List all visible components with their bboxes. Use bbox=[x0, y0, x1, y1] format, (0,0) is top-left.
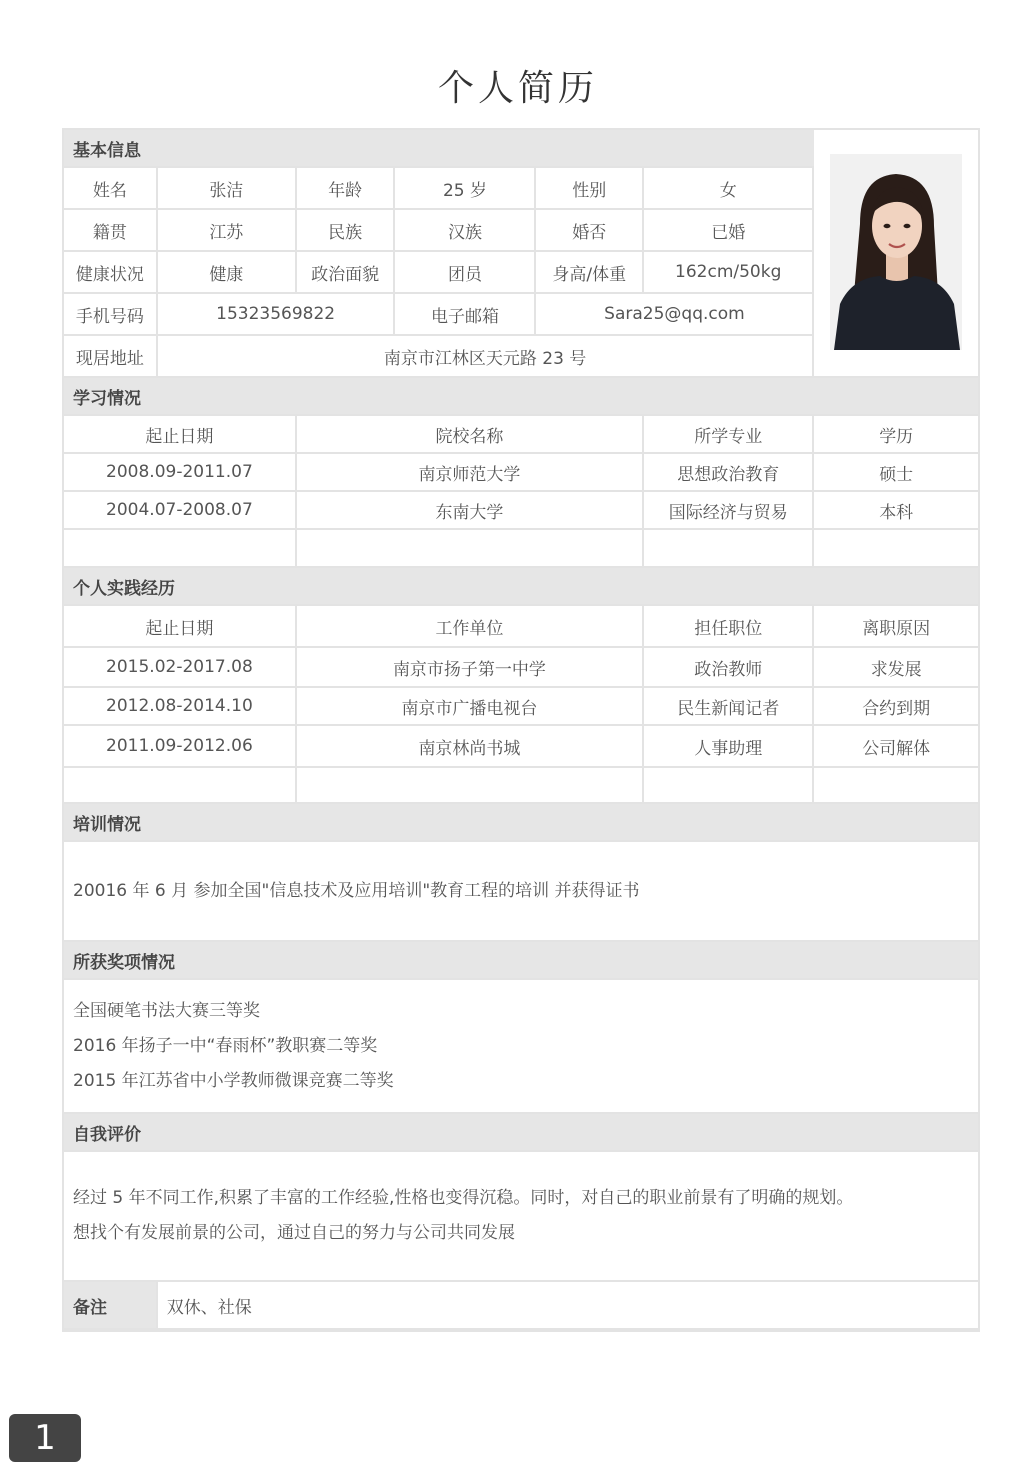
email-value: Sara25@qq.com bbox=[536, 294, 814, 336]
work-position: 民生新闻记者 bbox=[644, 688, 814, 726]
edu-degree: 硕士 bbox=[814, 454, 978, 492]
age-label: 年龄 bbox=[297, 168, 396, 210]
section-basic-info: 基本信息 bbox=[64, 130, 814, 168]
edu-header-dates: 起止日期 bbox=[64, 416, 297, 454]
name-value: 张洁 bbox=[158, 168, 297, 210]
profile-photo bbox=[830, 154, 962, 350]
self-eval-line: 经过 5 年不同工作,积累了丰富的工作经验,性格也变得沉稳。同时，对自己的职业前景有了明确的规划。 bbox=[73, 1188, 854, 1208]
phone-label: 手机号码 bbox=[64, 294, 158, 336]
award-item: 2016 年扬子一中“春雨杯”教职赛二等奖 bbox=[73, 1035, 378, 1056]
table-row-empty bbox=[64, 768, 978, 804]
award-item: 2015 年江苏省中小学教师微课竞赛二等奖 bbox=[73, 1070, 394, 1091]
edu-dates: 2008.09-2011.07 bbox=[64, 454, 297, 492]
health-value: 健康 bbox=[158, 252, 297, 294]
work-company: 南京市广播电视台 bbox=[297, 688, 644, 726]
edu-header-major: 所学专业 bbox=[644, 416, 814, 454]
table-row-empty bbox=[64, 530, 978, 568]
work-position: 人事助理 bbox=[644, 726, 814, 768]
work-reason: 求发展 bbox=[814, 648, 978, 688]
page-title: 个人简历 bbox=[437, 68, 598, 109]
table-row bbox=[64, 492, 978, 530]
edu-school: 东南大学 bbox=[297, 492, 644, 530]
gender-label: 性别 bbox=[536, 168, 644, 210]
work-company: 南京林尚书城 bbox=[297, 726, 644, 768]
marital-value: 已婚 bbox=[644, 210, 814, 252]
work-dates: 2012.08-2014.10 bbox=[64, 688, 297, 726]
section-practice: 个人实践经历 bbox=[64, 568, 978, 606]
self-eval-line: 想找个有发展前景的公司，通过自己的努力与公司共同发展 bbox=[73, 1223, 515, 1243]
gender-value: 女 bbox=[644, 168, 814, 210]
work-dates: 2011.09-2012.06 bbox=[64, 726, 297, 768]
edu-school: 南京师范大学 bbox=[297, 454, 644, 492]
edu-header-degree: 学历 bbox=[814, 416, 978, 454]
political-value: 团员 bbox=[395, 252, 536, 294]
work-header-reason: 离职原因 bbox=[814, 606, 978, 648]
email-label: 电子邮箱 bbox=[395, 294, 536, 336]
edu-degree: 本科 bbox=[814, 492, 978, 530]
hometown-value: 江苏 bbox=[158, 210, 297, 252]
work-reason: 合约到期 bbox=[814, 688, 978, 726]
edu-major: 国际经济与贸易 bbox=[644, 492, 814, 530]
edu-header-school: 院校名称 bbox=[297, 416, 644, 454]
training-text: 20016 年 6 月 参加全国"信息技术及应用培训"教育工程的培训 并获得证书 bbox=[64, 842, 978, 942]
work-position: 政治教师 bbox=[644, 648, 814, 688]
work-header-position: 担任职位 bbox=[644, 606, 814, 648]
photo-cell bbox=[814, 130, 978, 378]
edu-dates: 2004.07-2008.07 bbox=[64, 492, 297, 530]
ethnicity-value: 汉族 bbox=[395, 210, 536, 252]
self-eval-text bbox=[64, 1152, 978, 1282]
work-reason: 公司解体 bbox=[814, 726, 978, 768]
address-label: 现居地址 bbox=[64, 336, 158, 378]
work-header-company: 工作单位 bbox=[297, 606, 644, 648]
political-label: 政治面貌 bbox=[297, 252, 396, 294]
section-education: 学习情况 bbox=[64, 378, 978, 416]
table-row bbox=[64, 688, 978, 726]
work-header-dates: 起止日期 bbox=[64, 606, 297, 648]
awards-list bbox=[64, 980, 978, 1114]
work-company: 南京市扬子第一中学 bbox=[297, 648, 644, 688]
body-value: 162cm/50kg bbox=[644, 252, 814, 294]
name-label: 姓名 bbox=[64, 168, 158, 210]
remarks-label: 备注 bbox=[64, 1282, 158, 1330]
age-value: 25 岁 bbox=[395, 168, 536, 210]
table-row bbox=[64, 648, 978, 688]
health-label: 健康状况 bbox=[64, 252, 158, 294]
hometown-label: 籍贯 bbox=[64, 210, 158, 252]
body-label: 身高/体重 bbox=[536, 252, 644, 294]
address-value: 南京市江林区天元路 23 号 bbox=[158, 336, 815, 378]
edu-major: 思想政治教育 bbox=[644, 454, 814, 492]
section-self-eval: 自我评价 bbox=[64, 1114, 978, 1152]
ethnicity-label: 民族 bbox=[297, 210, 396, 252]
page-number-badge: 1 bbox=[9, 1414, 81, 1462]
section-awards: 所获奖项情况 bbox=[64, 942, 978, 980]
award-item: 全国硬笔书法大赛三等奖 bbox=[73, 1000, 260, 1021]
section-training: 培训情况 bbox=[64, 804, 978, 842]
phone-value: 15323569822 bbox=[158, 294, 396, 336]
table-row bbox=[64, 726, 978, 768]
marital-label: 婚否 bbox=[536, 210, 644, 252]
remarks-value: 双休、社保 bbox=[158, 1282, 978, 1330]
table-row bbox=[64, 454, 978, 492]
resume-table bbox=[62, 128, 980, 1332]
work-dates: 2015.02-2017.08 bbox=[64, 648, 297, 688]
